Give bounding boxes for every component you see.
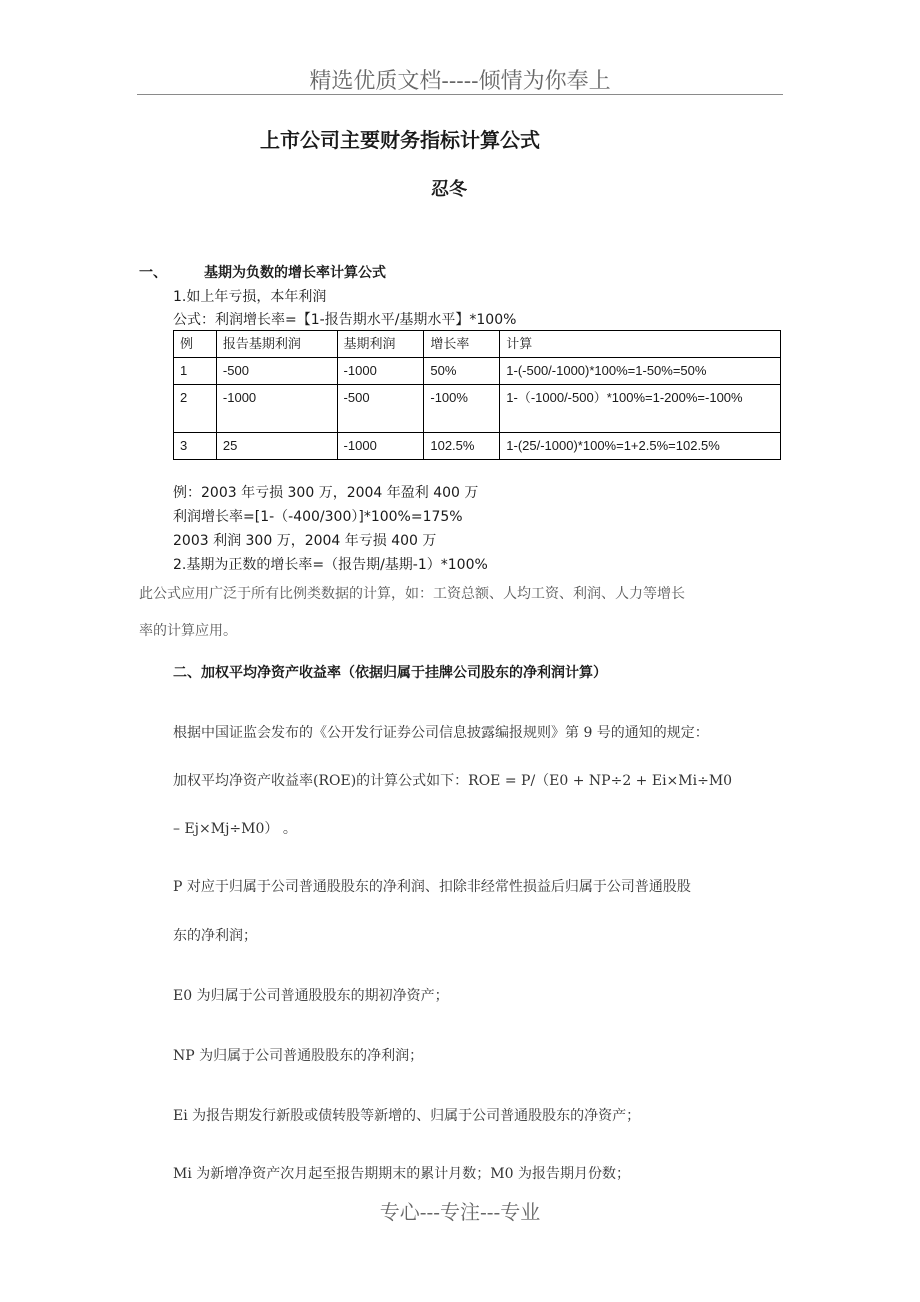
table-cell: 1-(25/-1000)*100%=1+2.5%=102.5%	[500, 433, 781, 460]
table-row	[174, 433, 781, 460]
section1-subtitle: 1.如上年亏损，本年利润	[173, 289, 327, 305]
section1-formula: 公式：利润增长率=【1-报告期水平/基期水平】*100%	[173, 312, 517, 328]
table-cell: 2	[174, 385, 217, 433]
example-line: 利润增长率=[1-（-400/300）]*100%=175%	[173, 509, 463, 525]
header-divider	[137, 94, 783, 95]
table-row	[174, 385, 781, 433]
table-cell: 1-（-1000/-500）*100%=1-200%=-100%	[500, 385, 781, 433]
table-cell: 25	[216, 433, 337, 460]
page-footer: 专心---专注---专业	[379, 1200, 541, 1224]
table-cell: 50%	[424, 358, 500, 385]
table-cell: -1000	[216, 385, 337, 433]
example-line: 例：2003 年亏损 300 万，2004 年盈利 400 万	[173, 485, 479, 501]
table-cell: 3	[174, 433, 217, 460]
formula-line: 加权平均净资产收益率(ROE)的计算公式如下：ROE = P/（E0 + NP÷2 + Ei×Mi÷M0	[173, 773, 733, 789]
formula-line-cont: – Ej×Mj÷M0） 。	[173, 821, 297, 837]
table-header-cell: 计算	[500, 331, 781, 358]
definition-e0: E0 为归属于公司普通股股东的期初净资产；	[173, 988, 449, 1004]
body-line: 根据中国证监会发布的《公开发行证券公司信息披露编报规则》第 9 号的通知的规定：	[173, 725, 709, 741]
table-row	[174, 358, 781, 385]
example-line: 2003 利润 300 万，2004 年亏损 400 万	[173, 533, 437, 549]
table-cell: 102.5%	[424, 433, 500, 460]
table-cell: -500	[337, 385, 424, 433]
section1-number: 一、	[139, 265, 167, 281]
note-paragraph: 此公式应用广泛于所有比例类数据的计算，如：工资总额、人均工资、利润、人力等增长	[139, 586, 685, 602]
table-cell: -500	[216, 358, 337, 385]
table-cell: 1-(-500/-1000)*100%=1-50%=50%	[500, 358, 781, 385]
definition-p-cont: 东的净利润；	[173, 928, 257, 944]
table-header-cell: 基期利润	[337, 331, 424, 358]
table-header-cell: 增长率	[424, 331, 500, 358]
definition-mi: Mi 为新增净资产次月起至报告期期末的累计月数；M0 为报告期月份数；	[173, 1166, 630, 1182]
growth-rate-table	[173, 330, 781, 460]
table-cell: -1000	[337, 358, 424, 385]
section2-title: 二、加权平均净资产收益率（依据归属于挂牌公司股东的净利润计算）	[173, 665, 607, 681]
table-header-cell: 报告基期利润	[216, 331, 337, 358]
document-author: 忍冬	[431, 179, 467, 200]
example-line: 2.基期为正数的增长率=（报告期/基期-1）*100%	[173, 557, 488, 573]
table-header-cell: 例	[174, 331, 217, 358]
definition-p: P 对应于归属于公司普通股股东的净利润、扣除非经常性损益后归属于公司普通股股	[173, 879, 691, 895]
table-cell: 1	[174, 358, 217, 385]
section1-title: 基期为负数的增长率计算公式	[204, 265, 386, 281]
table-cell: -100%	[424, 385, 500, 433]
table-cell: -1000	[337, 433, 424, 460]
page-header: 精选优质文档-----倾情为你奉上	[309, 69, 611, 94]
document-title: 上市公司主要财务指标计算公式	[260, 128, 540, 152]
definition-np: NP 为归属于公司普通股股东的净利润；	[173, 1048, 424, 1064]
table-header-row	[174, 331, 781, 358]
definition-ei: Ei 为报告期发行新股或债转股等新增的、归属于公司普通股股东的净资产；	[173, 1108, 641, 1124]
note-paragraph-cont: 率的计算应用。	[139, 623, 237, 639]
